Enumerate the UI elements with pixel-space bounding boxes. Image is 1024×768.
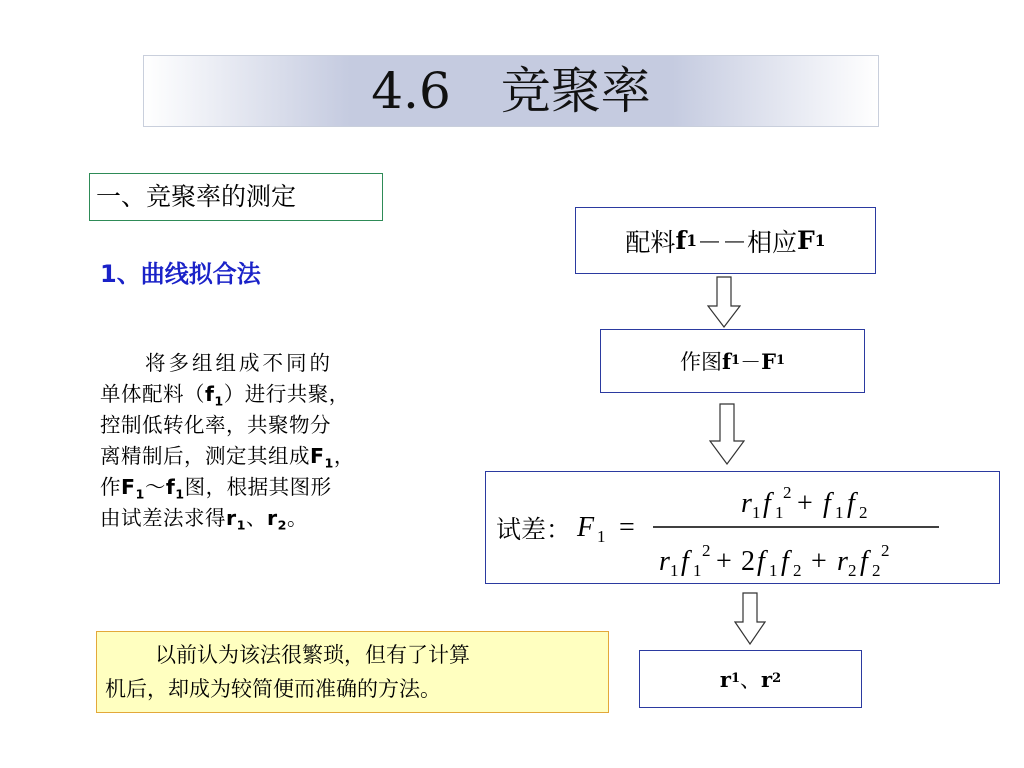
page-title: 4.6 竞聚率 (371, 62, 651, 120)
flow-box-plot: 作图 f 1 － F 1 (600, 329, 865, 393)
description-paragraph (100, 348, 430, 534)
description-line: 单体配料$(f_1)$进行共聚， (100, 382, 350, 409)
equation-symbol: 1 (597, 526, 606, 546)
equation-symbol: f (781, 545, 789, 577)
note-box (96, 631, 609, 713)
description-line: 离精制后，测定其组成$F_1$， (100, 444, 355, 471)
equation-symbol: 1 (775, 502, 784, 522)
equation-symbol: f (757, 545, 765, 577)
equation-symbol: 2 (872, 560, 881, 580)
equation-symbol: 2 (859, 502, 868, 522)
equation-symbol: 2 (881, 540, 890, 560)
equation-symbol: 2 (741, 545, 756, 577)
description-line: 控制低转化率，共聚物分 (100, 413, 331, 437)
flow-box-feed: 配料 f 1 －－相应 F 1 (575, 207, 876, 274)
down-arrow-icon (734, 592, 766, 645)
equation-symbol: f (860, 545, 868, 577)
down-arrow-icon (709, 403, 745, 465)
equation-symbol: f (847, 487, 855, 519)
description-line: 由试差法求得$r_1$、$r_2$。 (100, 506, 308, 533)
equation-symbol: 1 (693, 560, 702, 580)
down-arrow-icon (707, 276, 741, 328)
equation-symbol: F (577, 511, 595, 543)
equation-symbol: + (716, 545, 732, 577)
equation-symbol: f (681, 545, 689, 577)
method-heading: 1、曲线拟合法 (100, 260, 261, 288)
description-line: 作$F_1\sim f_1$图，根据其图形 (100, 475, 332, 502)
equation-symbol: f (823, 487, 831, 519)
note-line: 机后，却成为较简便而准确的方法。 (105, 677, 441, 701)
equation-symbol: 1 (670, 560, 679, 580)
copolymer-equation (571, 474, 971, 582)
equation-symbol: f (763, 487, 771, 519)
equation-symbol: 2 (848, 560, 857, 580)
equation-symbol: 2 (702, 540, 711, 560)
equation-symbol: r (741, 487, 752, 519)
flow-box-trial-formula (485, 471, 1000, 584)
trial-label: 试差： (496, 514, 572, 544)
flow-box-result: r 1 、 r 2 (639, 650, 862, 708)
equation-symbol: r (659, 545, 670, 577)
equation-symbol: r (837, 545, 848, 577)
equation-symbol: 1 (769, 560, 778, 580)
equation-symbol: 1 (752, 502, 761, 522)
note-line: 以前认为该法很繁琐，但有了计算 (155, 643, 470, 667)
equation-symbol: + (811, 545, 827, 577)
equation-symbol: = (619, 511, 635, 543)
equation-symbol: 1 (835, 502, 844, 522)
description-line: 将多组组成不同的 (145, 351, 333, 375)
equation-symbol: + (797, 487, 813, 519)
equation-symbol: 2 (783, 482, 792, 502)
section-heading: 一、竞聚率的测定 (89, 173, 383, 221)
equation-symbol: 2 (793, 560, 802, 580)
